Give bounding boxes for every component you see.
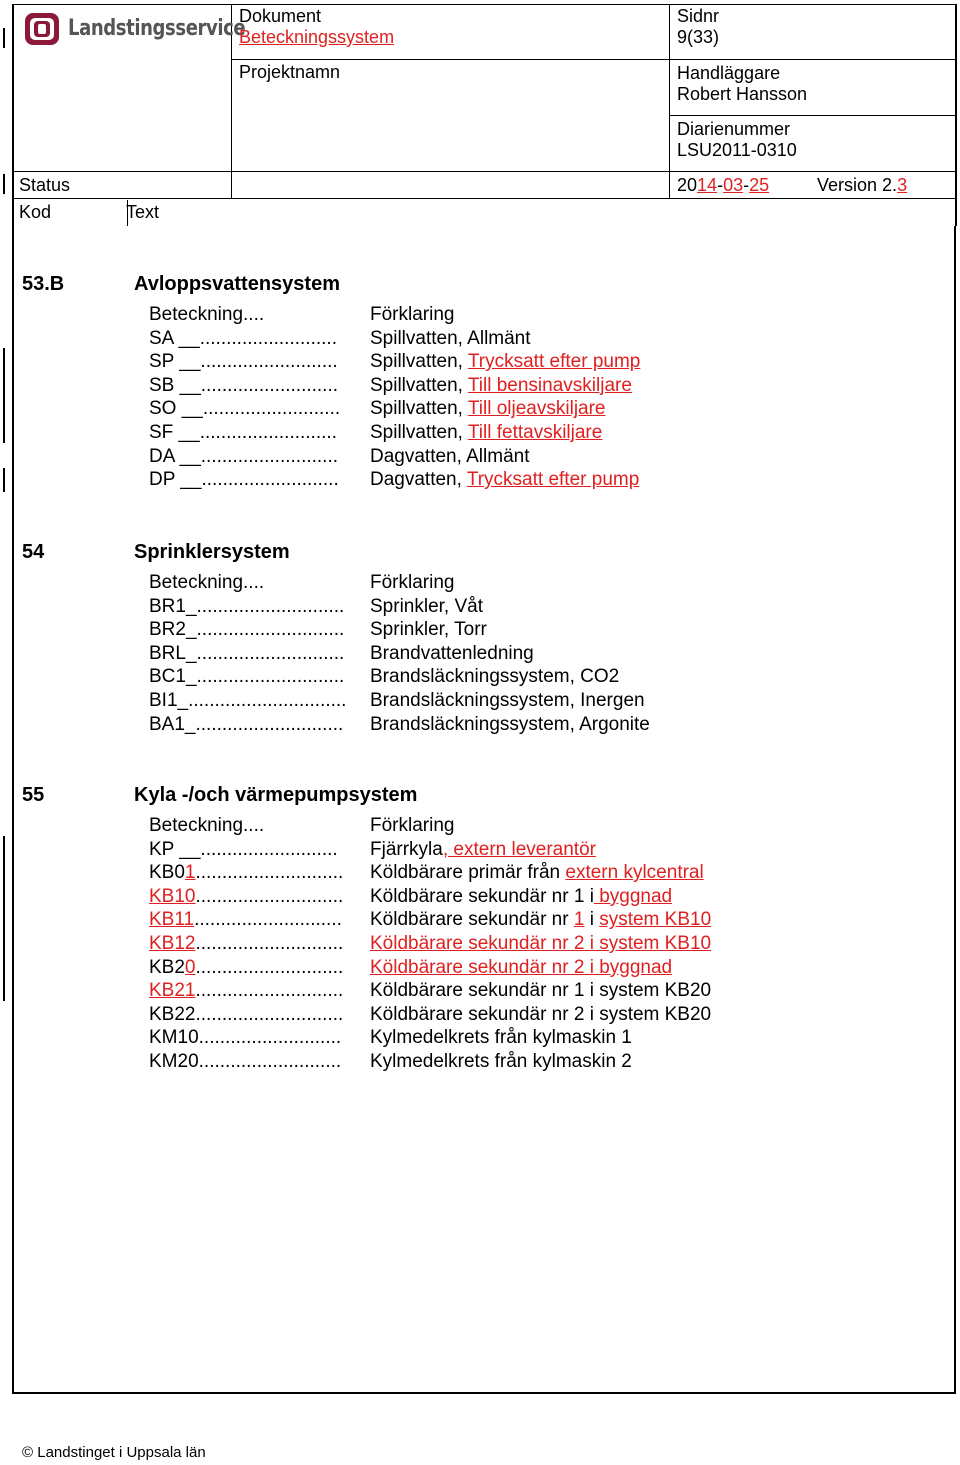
description-part: Förklaring xyxy=(370,304,455,325)
version-suffix: 3 xyxy=(897,175,908,195)
row-leader-dots: ............................ xyxy=(195,885,344,907)
description-part: Köldbärare sekundär nr xyxy=(370,909,574,931)
handlaggare-label: Handläggare xyxy=(677,63,781,83)
row-leader-dots: .......................... xyxy=(200,351,338,373)
row-code: KB22 xyxy=(149,1003,196,1025)
sidnr-label: Sidnr xyxy=(677,6,720,26)
text-column-header: Text xyxy=(126,202,160,222)
row-code: BRL_ xyxy=(149,642,197,664)
description-part: Spillvatten, xyxy=(370,398,468,420)
description-part: Till oljeavskiljare xyxy=(467,398,606,420)
code-row xyxy=(149,1050,632,1074)
row-leader-dots: ............................ xyxy=(195,713,344,735)
row-description xyxy=(370,303,454,327)
row-leader-dots: ............................ xyxy=(195,933,344,954)
row-description xyxy=(370,1003,711,1027)
row-description xyxy=(370,1050,632,1074)
description-part: Köldbärare sekundär nr 1 i xyxy=(370,885,594,907)
row-description xyxy=(370,885,672,909)
code-row xyxy=(149,327,531,351)
description-part: Fjärrkyla xyxy=(370,838,443,860)
description-part: i xyxy=(584,909,600,931)
description-part: Brandsläckningssystem, CO2 xyxy=(370,666,620,688)
description-part: Spillvatten, xyxy=(370,374,468,396)
row-description xyxy=(370,468,639,492)
diarienummer-label: Diarienummer xyxy=(677,119,791,139)
description-part: Förklaring xyxy=(370,572,455,593)
row-code: SP __ xyxy=(149,351,201,373)
description-part: Köldbärare sekundär nr 2 i system KB10 xyxy=(370,933,712,954)
row-leader-dots: ............................ xyxy=(195,956,344,978)
row-description xyxy=(370,908,711,932)
code-row xyxy=(149,713,650,737)
code-row xyxy=(149,421,603,445)
row-leader-dots: .......................... xyxy=(200,374,339,396)
code-row xyxy=(149,468,640,492)
description-part: Kylmedelkrets från kylmaskin 1 xyxy=(370,1027,632,1049)
row-code: DA __ xyxy=(149,445,201,467)
row-description xyxy=(370,445,529,469)
handlaggare-value: Robert Hansson xyxy=(677,84,808,104)
dokument-value: Beteckningssystem xyxy=(239,27,395,47)
description-part: Sprinkler, Våt xyxy=(370,595,483,617)
code-row xyxy=(149,445,530,469)
row-code: KM10 xyxy=(149,1027,199,1049)
date-part: 14 xyxy=(697,175,718,195)
row-code: BR1_ xyxy=(149,595,197,617)
section-number: 54 xyxy=(22,541,45,563)
row-code: Beteckning xyxy=(149,304,244,325)
code-row xyxy=(149,838,596,862)
code-row xyxy=(149,979,712,1003)
status-label: Status xyxy=(19,175,71,195)
description-part: Köldbärare primär från xyxy=(370,862,566,884)
description-part: Spillvatten, Allmänt xyxy=(370,327,531,349)
section-title: Sprinklersystem xyxy=(134,541,290,563)
row-leader-dots: ........................... xyxy=(198,1051,342,1072)
description-part: Köldbärare sekundär nr 2 i system KB20 xyxy=(370,1003,712,1025)
description-part: Brandsläckningssystem, Argonite xyxy=(370,713,650,735)
row-leader-dots: ............................ xyxy=(195,862,344,884)
row-leader-dots: ............................ xyxy=(195,980,344,1002)
code-row xyxy=(149,618,487,642)
row-code: Beteckning xyxy=(149,815,244,836)
code-row xyxy=(149,350,641,374)
section-number: 53.B xyxy=(22,273,65,295)
dokument-label: Dokument xyxy=(239,6,322,26)
column-header-row xyxy=(149,303,455,327)
row-code: BA1_ xyxy=(149,713,196,735)
row-description xyxy=(370,861,704,885)
change-bar xyxy=(3,468,5,492)
row-description xyxy=(370,838,596,862)
row-code: DP __ xyxy=(149,469,202,491)
row-code: SB __ xyxy=(149,374,201,396)
version xyxy=(817,175,907,196)
date-part: 20 xyxy=(677,175,698,195)
row-code: KB01 xyxy=(149,862,196,884)
change-bar xyxy=(3,174,5,194)
row-leader-dots: ............................ xyxy=(196,595,345,617)
row-leader-dots: .......................... xyxy=(201,469,339,491)
description-part: system KB10 xyxy=(599,909,712,931)
code-row xyxy=(149,932,712,956)
row-code: BI1_ xyxy=(149,690,189,711)
row-leader-dots: .... xyxy=(243,304,265,325)
row-code: SF __ xyxy=(149,422,200,443)
diarienummer-value: LSU2011-0310 xyxy=(677,140,797,160)
description-part: Kylmedelkrets från kylmaskin 2 xyxy=(370,1051,632,1072)
code-row xyxy=(149,956,673,980)
projektnamn-label: Projektnamn xyxy=(239,62,341,82)
description-part: Trycksatt efter pump xyxy=(467,351,641,373)
date-part: - xyxy=(743,175,750,195)
row-code: BR2_ xyxy=(149,619,197,641)
footer-text: Landstinget i Uppsala län xyxy=(37,1444,206,1461)
document-header xyxy=(12,4,956,226)
row-leader-dots: .......................... xyxy=(199,327,337,349)
row-description xyxy=(370,350,640,374)
code-row xyxy=(149,908,712,932)
row-description xyxy=(370,595,483,619)
description-part: Dagvatten, xyxy=(370,469,467,491)
row-leader-dots: ............................ xyxy=(194,909,342,931)
description-part: Köldbärare sekundär nr 2 i byggnad xyxy=(370,956,673,978)
column-header-row xyxy=(149,571,455,595)
row-code: KB11 xyxy=(149,909,195,931)
row-code: SO __ xyxy=(149,398,203,420)
description-part: Sprinkler, Torr xyxy=(370,619,487,641)
change-bar xyxy=(3,836,5,1001)
row-description xyxy=(370,327,531,351)
row-description xyxy=(370,713,650,737)
row-description xyxy=(370,618,487,642)
code-row xyxy=(149,665,620,689)
row-description xyxy=(370,421,602,445)
column-header-row xyxy=(149,814,455,838)
row-description xyxy=(370,814,454,838)
row-description xyxy=(370,979,711,1003)
change-bar xyxy=(3,348,5,443)
code-row xyxy=(149,595,483,619)
version-prefix: Version 2. xyxy=(817,175,898,195)
code-row xyxy=(149,1026,632,1050)
row-description xyxy=(370,689,645,713)
code-row xyxy=(149,689,645,713)
row-leader-dots: .......................... xyxy=(202,398,341,420)
description-part: extern kylcentral xyxy=(565,862,704,884)
status-date xyxy=(677,175,769,196)
logo-text: Landstingsservice xyxy=(68,16,246,41)
row-code: KM20 xyxy=(149,1051,199,1072)
row-code: Beteckning xyxy=(149,572,244,593)
row-description xyxy=(370,397,606,421)
row-description xyxy=(370,1026,632,1050)
code-row xyxy=(149,885,673,909)
row-leader-dots: .......................... xyxy=(200,445,339,467)
row-leader-dots: ........................... xyxy=(198,1027,342,1049)
description-part: Till bensinavskiljare xyxy=(467,374,632,396)
description-part: Trycksatt efter pump xyxy=(466,469,640,491)
row-leader-dots: .... xyxy=(243,572,265,593)
row-leader-dots: ............................ xyxy=(196,642,345,664)
row-description xyxy=(370,956,672,980)
footer xyxy=(22,1444,206,1462)
row-leader-dots: .......................... xyxy=(200,838,338,860)
code-row xyxy=(149,1003,712,1027)
content-frame xyxy=(12,226,956,1394)
date-part: 03 xyxy=(723,175,744,195)
row-description xyxy=(370,665,619,689)
row-leader-dots: .... xyxy=(243,815,265,836)
code-row xyxy=(149,374,632,398)
row-leader-dots: ............................ xyxy=(196,619,345,641)
row-description xyxy=(370,932,711,956)
code-row xyxy=(149,642,534,666)
row-code: KB10 xyxy=(149,885,196,907)
description-part: byggnad xyxy=(593,885,673,907)
description-part: 1 xyxy=(573,909,585,931)
code-row xyxy=(149,861,704,885)
section-title: Kyla -/och värmepumpsystem xyxy=(134,784,418,806)
description-part: , extern leverantör xyxy=(442,838,596,860)
row-leader-dots: ............................ xyxy=(196,666,345,688)
row-code: KB21 xyxy=(149,980,196,1002)
description-part: Till fettavskiljare xyxy=(467,422,603,443)
sidnr-value: 9(33) xyxy=(677,27,720,47)
row-leader-dots: .............................. xyxy=(188,690,347,711)
description-part: Brandvattenledning xyxy=(370,642,534,664)
row-leader-dots: .......................... xyxy=(199,422,337,443)
landstingsservice-logo-icon xyxy=(24,10,60,48)
row-code: KP __ xyxy=(149,838,201,860)
row-code: SA __ xyxy=(149,327,200,349)
section-number: 55 xyxy=(22,784,45,806)
row-code: KB12 xyxy=(149,933,196,954)
row-description xyxy=(370,642,534,666)
kod-column-header: Kod xyxy=(19,202,52,222)
date-part: - xyxy=(717,175,724,195)
row-description xyxy=(370,571,454,595)
date-part: 25 xyxy=(749,175,770,195)
description-part: Köldbärare sekundär nr 1 i system KB20 xyxy=(370,980,712,1002)
description-part: Spillvatten, xyxy=(370,422,468,443)
change-bar xyxy=(3,28,5,48)
row-description xyxy=(370,374,632,398)
row-leader-dots: ............................ xyxy=(195,1003,344,1025)
code-row xyxy=(149,397,606,421)
description-part: Dagvatten, Allmänt xyxy=(370,445,530,467)
logo xyxy=(24,10,246,54)
section-title: Avloppsvattensystem xyxy=(134,273,340,295)
copyright-symbol: © xyxy=(22,1444,34,1461)
row-code: BC1_ xyxy=(149,666,197,688)
description-part: Brandsläckningssystem, Inergen xyxy=(370,690,645,711)
description-part: Förklaring xyxy=(370,815,455,836)
description-part: Spillvatten, xyxy=(370,351,468,373)
row-code: KB20 xyxy=(149,956,196,978)
